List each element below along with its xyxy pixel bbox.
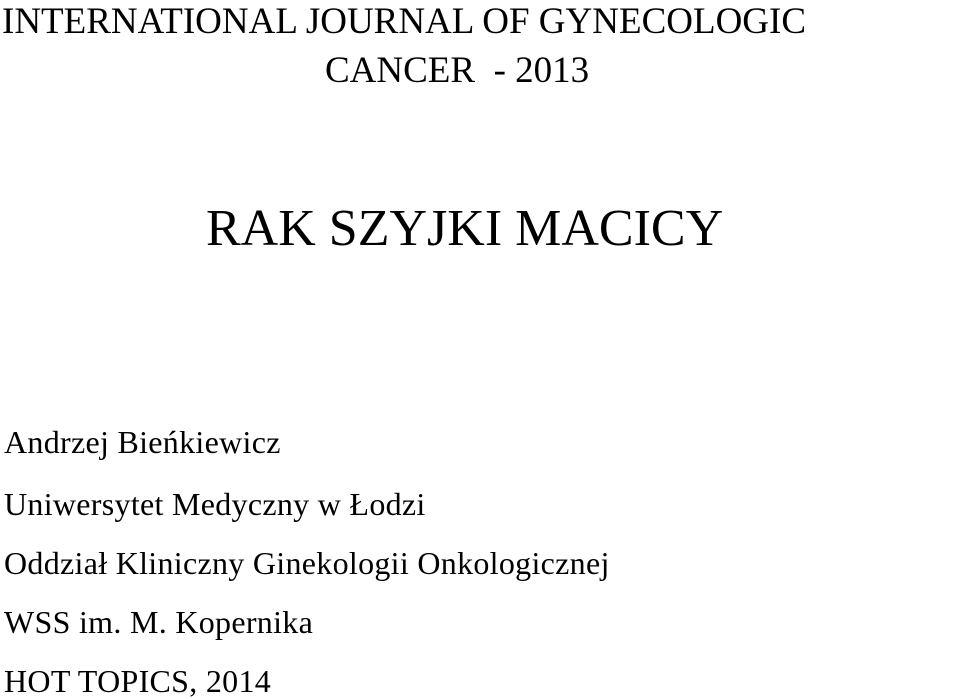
journal-title-line-2: CANCER - 2013 <box>325 50 590 91</box>
event-line: HOT TOPICS, 2014 <box>4 663 272 699</box>
journal-title-line-1: INTERNATIONAL JOURNAL OF GYNECOLOGIC <box>2 1 807 42</box>
document-title: RAK SZYJKI MACICY <box>206 200 724 257</box>
affiliation-hospital: WSS im. M. Kopernika <box>4 604 314 640</box>
affiliation-university: Uniwersytet Medyczny w Łodzi <box>4 486 426 522</box>
author-name: Andrzej Bieńkiewicz <box>4 424 281 460</box>
affiliation-department: Oddział Kliniczny Ginekologii Onkologicznej <box>4 545 610 581</box>
